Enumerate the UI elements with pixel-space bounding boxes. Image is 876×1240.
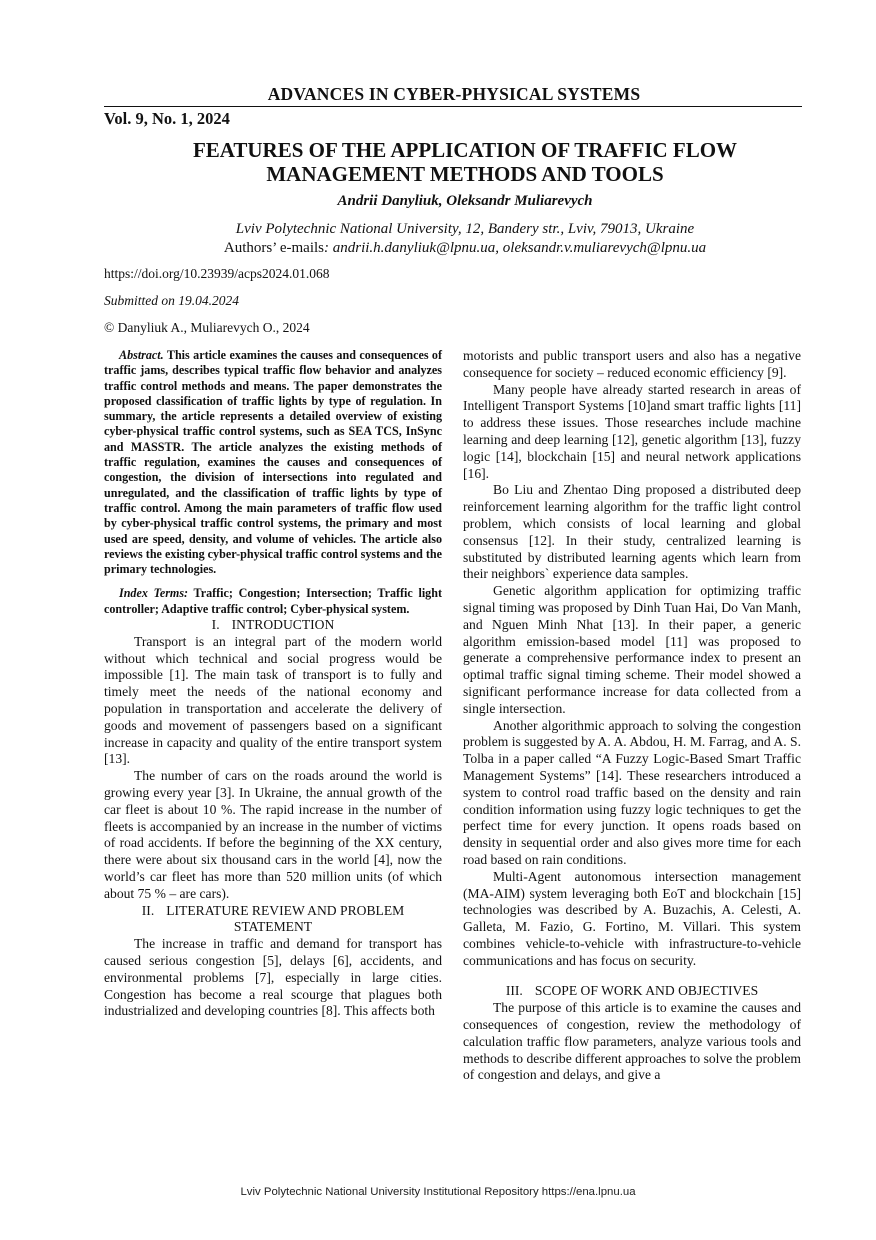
doi-link[interactable]: https://doi.org/10.23939/acps2024.01.068 xyxy=(104,266,330,281)
index-terms-lead: Index Terms: xyxy=(119,586,189,601)
section-heading-introduction xyxy=(104,617,442,634)
paragraph: Genetic algorithm application for optimizing traffic signal timing was proposed by Dinh Tuan Hai, Do Van Manh, and Nguen Minh Nhat [13]. In their paper, a generic algorithm emission-based model [11] was proposed to generate a comprehensive performance index to present an optimal traffic signal timing scheme. Their model showed a significant performance increase for data collected from a single intersection. xyxy=(463,583,801,716)
title-line-1: FEATURES OF THE APPLICATION OF TRAFFIC FLOW xyxy=(192,138,738,162)
paragraph: Bo Liu and Zhentao Ding proposed a distributed deep reinforcement learning algorithm for the traffic light control problem, which consists of local learning and global consensus [12]. In their study, centralized learning is substituted by distributed learning agents which learn from their neighbors` experience data samples. xyxy=(463,482,801,582)
emails-label: Authors’ e-mails xyxy=(223,240,324,256)
section-number: I. xyxy=(211,617,220,633)
affiliation-block xyxy=(104,220,826,258)
affiliation: Lviv Polytechnic National University, 12, Bandery str., Lviv, 79013, Ukraine xyxy=(235,221,695,237)
paragraph: The number of cars on the roads around the world is growing every year [3]. In Ukraine, the annual growth of the car fleet is about 10 %. The rapid increase in the number of fleets is accompanied by an increase in the number of victims of road accidents. If before the beginning of the XX century, there were about six thousand cars in the world [4], now the world’s car fleet has more than 520 million units (of which about 75 % – are cars). xyxy=(104,768,442,901)
paragraph: The increase in traffic and demand for transport has caused serious congestion [5], delays [6], accidents, and environmental problems [7], especially in large cities. Congestion has become a real scourge that plagues both industrialized and developing countries [8]. This affects both xyxy=(104,936,442,1019)
abstract-text: This article examines the causes and consequences of traffic jams, describes typical traffic flow behavior and analyzes traffic control methods and means. The paper demonstrates the proposed classification of traffic lights by type of regulation. In summary, the article represents a detailed overview of existing cyber-physical traffic control systems, such as SEA TCS, InSync and MASSTR. The article analyzes the existing methods of traffic regulation, examines the causes and consequences of congestion, the division of intersections into regulated and unregulated, and the classification of traffic lights by type of traffic control. Among the main parameters of traffic flow used by cyber-physical traffic control systems, the primary and most used are speed, density, and volume of vehicles. The article also reviews the existing cyber-physical traffic control systems and the primary technologies. xyxy=(104,348,443,577)
section-title: SCOPE OF WORK AND OBJECTIVES xyxy=(534,983,759,999)
submitted-date: Submitted on 19.04.2024 xyxy=(104,293,239,308)
left-column xyxy=(104,348,442,1020)
paragraph: Another algorithmic approach to solving the congestion problem is suggested by A. A. Abdou, H. M. Farrag, and A. S. Tolba in a paper called “A Fuzzy Logic-Based Smart Traffic Management Systems” [14]. These researchers introduced a system to control road traffic based on the density and rain condition information using fuzzy logic techniques to get the perfect time for every junction. It opens roads based on density in sequential order and also gives more time for each road based on rain conditions. xyxy=(463,717,801,867)
paper-title xyxy=(104,138,826,186)
section-number: II. xyxy=(141,902,155,918)
paragraph: motorists and public transport users and also has a negative consequence for society – reduced economic efficiency [9]. xyxy=(463,348,801,380)
emails[interactable]: : andrii.h.danyliuk@lpnu.ua, oleksandr.v.muliarevych@lpnu.ua xyxy=(324,240,707,256)
section-title: INTRODUCTION xyxy=(231,617,335,633)
paragraph: The purpose of this article is to examine the causes and consequences of congestion, review the methodology of calculation traffic flow parameters, analyze various tools and methods to describe different approaches to solve the problem of congestion and delays, and give a xyxy=(463,1000,801,1083)
section-number: III. xyxy=(505,983,523,999)
journal-name: ADVANCES IN CYBER-PHYSICAL SYSTEMS xyxy=(267,84,641,104)
section-heading-scope xyxy=(463,983,801,1000)
paragraph: Many people have already started research in areas of Intelligent Transport Systems [10]and smart traffic lights [11] to address these issues. Those researches include machine learning and deep learning [12], genetic algorithm [13], fuzzy logic [14], blockchain [15] and neural network applications [16]. xyxy=(463,381,801,481)
section-heading-literature-review xyxy=(104,903,442,937)
emails-line xyxy=(104,239,826,258)
abstract-lead: Abstract. xyxy=(119,348,164,362)
right-column xyxy=(463,348,801,1084)
repository-footer: Lviv Polytechnic National University Institutional Repository https://ena.lpnu.ua xyxy=(240,1186,636,1198)
title-line-2: MANAGEMENT METHODS AND TOOLS xyxy=(266,162,664,186)
paragraph: Transport is an integral part of the modern world without which technical and social progress would be impossible [1]. The main task of transport is to fully and timely meet the needs of the national economy and population in transportation and accelerate the delivery of goods and movement of passengers based on a significant increase in capacity and quality of the entire transport system [13]. xyxy=(104,633,442,767)
authors: Andrii Danyliuk, Oleksandr Muliarevych xyxy=(337,193,593,209)
section-title: LITERATURE REVIEW AND PROBLEM STATEMENT xyxy=(166,902,405,935)
index-terms xyxy=(104,586,442,617)
copyright: © Danyliuk A., Muliarevych O., 2024 xyxy=(104,320,310,335)
volume-info: Vol. 9, No. 1, 2024 xyxy=(104,109,230,128)
abstract xyxy=(104,348,442,577)
index-terms-text: Traffic; Congestion; Intersection; Traffic light controller; Adaptive traffic control; Cyber-physical system. xyxy=(104,586,442,616)
header-rule xyxy=(104,106,802,107)
paragraph: Multi-Agent autonomous intersection management (MA-AIM) system leveraging both EoT and blockchain [15] technologies was described by A. Buzachis, A. Celesti, A. Galleta, M. Fazio, G. Fortino, M. Villari. This system combines vehicle-to-vehicle with infrastructure-to-vehicle communications and has focus on security. xyxy=(463,868,801,968)
